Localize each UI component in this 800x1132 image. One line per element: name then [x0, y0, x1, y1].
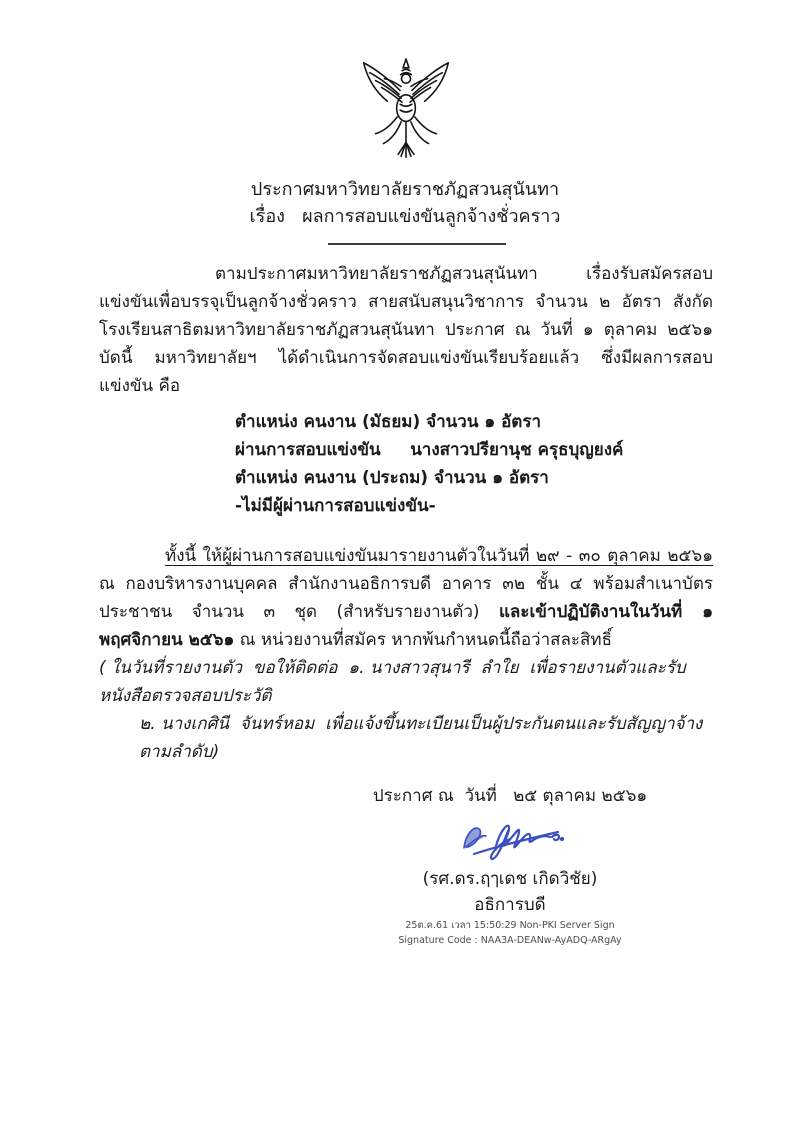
document-header	[0, 176, 800, 230]
document-body	[99, 260, 713, 948]
start-work-date-bold: และเข้าปฏิบัติงานในวันที่ ๑ พฤศจิกายน ๒๕๖๑	[99, 602, 713, 650]
handwritten-signature-icon	[456, 818, 564, 864]
contact-note-line-1: ( ในวันที่รายงานตัว ขอให้ติดต่อ ๑. นางสาวสุนารี ลำใย เพื่อรายงานตัวและรับหนังสือตรวจสอบประวัติ	[99, 658, 686, 706]
result-position-1: ตำแหน่ง คนงาน (มัธยม) จำนวน ๑ อัตรา	[235, 412, 542, 432]
digital-sign-timestamp: 25ต.ค.61 เวลา 15:50:29 Non-PKI Server Sign	[405, 920, 615, 931]
signatory-position: อธิการบดี	[474, 895, 546, 915]
signature-block	[360, 782, 660, 948]
forfeit-clause-text: ณ หน่วยงานที่สมัคร หากพ้นกำหนดนี้ถือว่าสละสิทธิ์	[234, 630, 613, 650]
contact-note-line-2: ๒. นางเกศินี จันทร์หอม เพื่อแจ้งขึ้นทะเบียนเป็นผู้ประกันตนและรับสัญญาจ้างตามลำดับ)	[139, 714, 703, 762]
report-date-underlined: ทั้งนี้ ให้ผู้ผ่านการสอบแข่งขันมารายงานตัวในวันที่ ๒๙ - ๓๐ ตุลาคม ๒๕๖๑	[165, 546, 713, 566]
announcement-title: ประกาศมหาวิทยาลัยราชภัฏสวนสุนันทา	[250, 179, 560, 200]
report-location-text: ณ กองบริหารงานบุคคล สำนักงานอธิการบดี อาคาร ๓๒ ชั้น ๔ พร้อมสำเนาบัตรประชาชน จำนวน ๓ ชุด (สำหรับรายงานตัว)	[99, 574, 713, 622]
issued-date-line: ประกาศ ณ วันที่ ๒๕ ตุลาคม ๒๕๖๑	[372, 786, 648, 806]
contact-note-block	[99, 654, 713, 766]
opening-paragraph: ตามประกาศมหาวิทยาลัยราชภัฏสวนสุนันทา เรื่องรับสมัครสอบแข่งขันเพื่อบรรจุเป็นลูกจ้างชั่วคราว สายสนับสนุนวิชาการ จำนวน ๒ อัตรา สังกัด โรงเรียนสาธิตมหาวิทยาลัยราชภัฏสวนสุนันทา ประกาศ ณ วันที่ ๑ ตุลาคม ๒๕๖๑ บัดนี้ มหาวิทยาลัยฯ ได้ดำเนินการจัดสอบแข่งขันเรียบร้อยแล้ว ซึ่งมีผลการสอบแข่งขัน คือ	[99, 264, 713, 396]
result-no-passer: -ไม่มีผู้ผ่านการสอบแข่งขัน-	[235, 496, 436, 516]
announcement-subject: เรื่อง ผลการสอบแข่งขันลูกจ้างชั่วคราว	[249, 206, 561, 227]
result-position-2: ตำแหน่ง คนงาน (ประถม) จำนวน ๑ อัตรา	[235, 468, 549, 488]
garuda-emblem-icon	[356, 56, 456, 174]
signatory-name: (รศ.ดร.ฤๅเดช เกิดวิชัย)	[422, 869, 598, 889]
digital-signature-code: Signature Code : NAA3A-DEANw-AyADQ-ARgAy	[398, 935, 622, 946]
instructions-paragraph	[99, 542, 713, 654]
result-passer-1: ผ่านการสอบแข่งขัน นางสาวปรียานุช ครุธบุญยงค์	[235, 440, 624, 460]
header-divider-line	[328, 243, 506, 245]
exam-results-block	[235, 408, 713, 520]
